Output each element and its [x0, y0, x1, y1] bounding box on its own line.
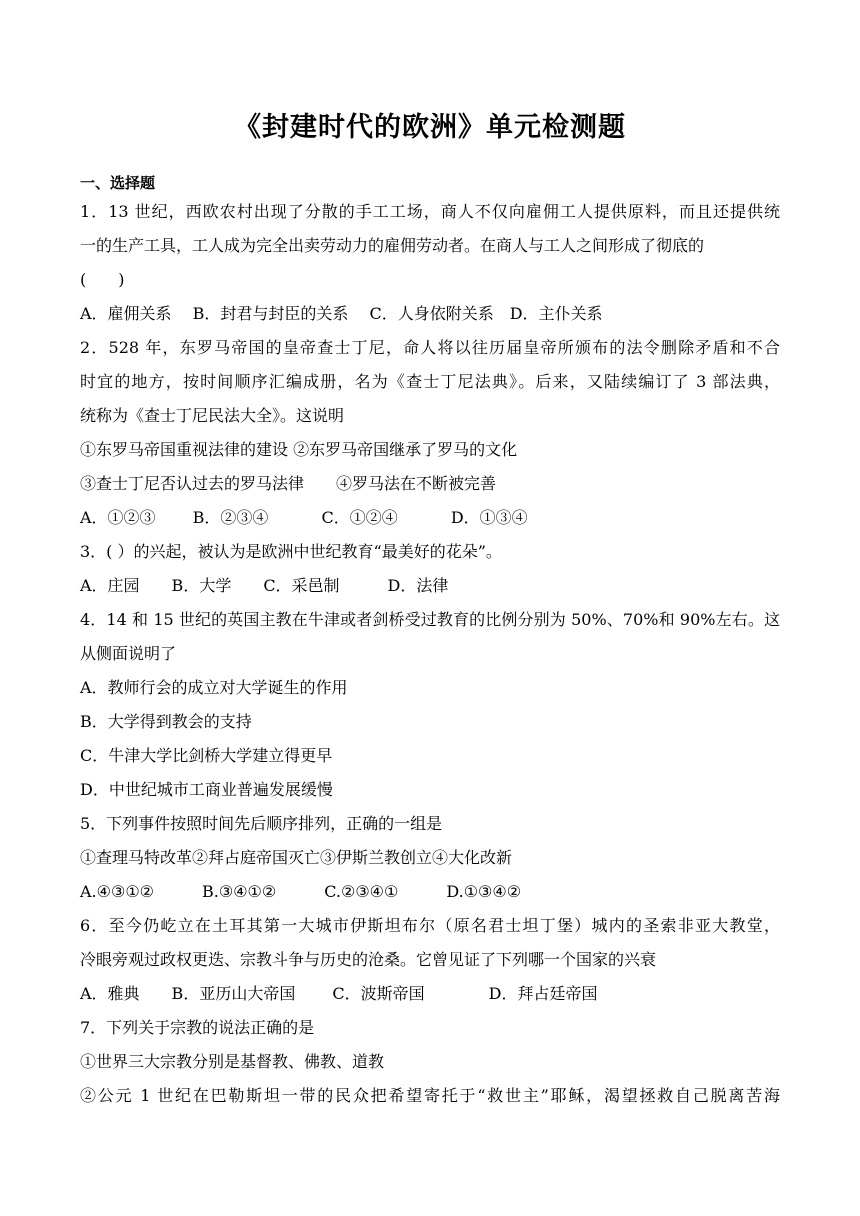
text-line: ①查理马特改革②拜占庭帝国灭亡③伊斯兰教创立④大化改新	[80, 848, 513, 867]
document-title: 《封建时代的欧洲》单元检测题	[234, 112, 626, 143]
text-line: 3．( ）的兴起，被认为是欧洲中世纪教育“最美好的花朵”。	[80, 542, 502, 561]
text-line: 统称为《查士丁尼民法大全》。这说明	[80, 406, 345, 425]
text-line: A．教师行会的成立对大学诞生的作用	[80, 678, 348, 697]
text-line: A．雅典 B．亚历山大帝国 C．波斯帝国 D．拜占廷帝国	[80, 984, 598, 1003]
text-line: 5．下列事件按照时间先后顺序排列，正确的一组是	[80, 814, 443, 833]
text-line: 1．13 世纪，西欧农村出现了分散的手工工场，商人不仅向雇佣工人提供原料，而且还提供统	[80, 202, 780, 221]
text-line: 6．至今仍屹立在土耳其第一大城市伊斯坦布尔（原名君士坦丁堡）城内的圣索非亚大教堂，	[80, 916, 780, 935]
text-line: A．庄园 B．大学 C．采邑制 D．法律	[80, 576, 449, 595]
text-line: 7．下列关于宗教的说法正确的是	[80, 1018, 315, 1037]
text-line: ①世界三大宗教分别是基督教、佛教、道教	[80, 1052, 385, 1071]
text-line: C．牛津大学比剑桥大学建立得更早	[80, 746, 333, 765]
text-line: ③查士丁尼否认过去的罗马法律 ④罗马法在不断被完善	[80, 474, 497, 493]
text-line: D．中世纪城市工商业普遍发展缓慢	[80, 780, 333, 799]
text-line: A．雇佣关系 B．封君与封臣的关系 C．人身依附关系 D．主仆关系	[80, 304, 603, 323]
text-line: A.④③①② B.③④①② C.②③④① D.①③④②	[80, 882, 522, 901]
section-heading: 一、选择题	[80, 174, 156, 192]
text-line: 2．528 年，东罗马帝国的皇帝查士丁尼，命人将以往历届皇帝所颁布的法令删除矛盾和不合	[80, 338, 780, 357]
text-line: B．大学得到教会的支持	[80, 712, 252, 731]
text-line: 时宜的地方，按时间顺序汇编成册，名为《查士丁尼法典》。后来，又陆续编订了 3 部法典，	[80, 372, 780, 391]
text-line: 冷眼旁观过政权更迭、宗教斗争与历史的沧桑。它曾见证了下列哪一个国家的兴衰	[80, 950, 657, 969]
text-line: ②公元 1 世纪在巴勒斯坦一带的民众把希望寄托于“救世主”耶稣，渴望拯救自己脱离苦海	[80, 1086, 780, 1105]
text-line: ( )	[80, 270, 125, 289]
text-line: 一的生产工具，工人成为完全出卖劳动力的雇佣劳动者。在商人与工人之间形成了彻底的	[80, 236, 705, 255]
text-line: ①东罗马帝国重视法律的建设 ②东罗马帝国继承了罗马的文化	[80, 440, 518, 459]
text-line: 从侧面说明了	[80, 644, 177, 663]
text-line: 4．14 和 15 世纪的英国主教在牛津或者剑桥受过教育的比例分别为 50%、70%和 90%左右。这	[80, 610, 780, 629]
text-line: A．①②③ B．②③④ C．①②④ D．①③④	[80, 508, 528, 527]
question-body	[80, 199, 780, 1117]
